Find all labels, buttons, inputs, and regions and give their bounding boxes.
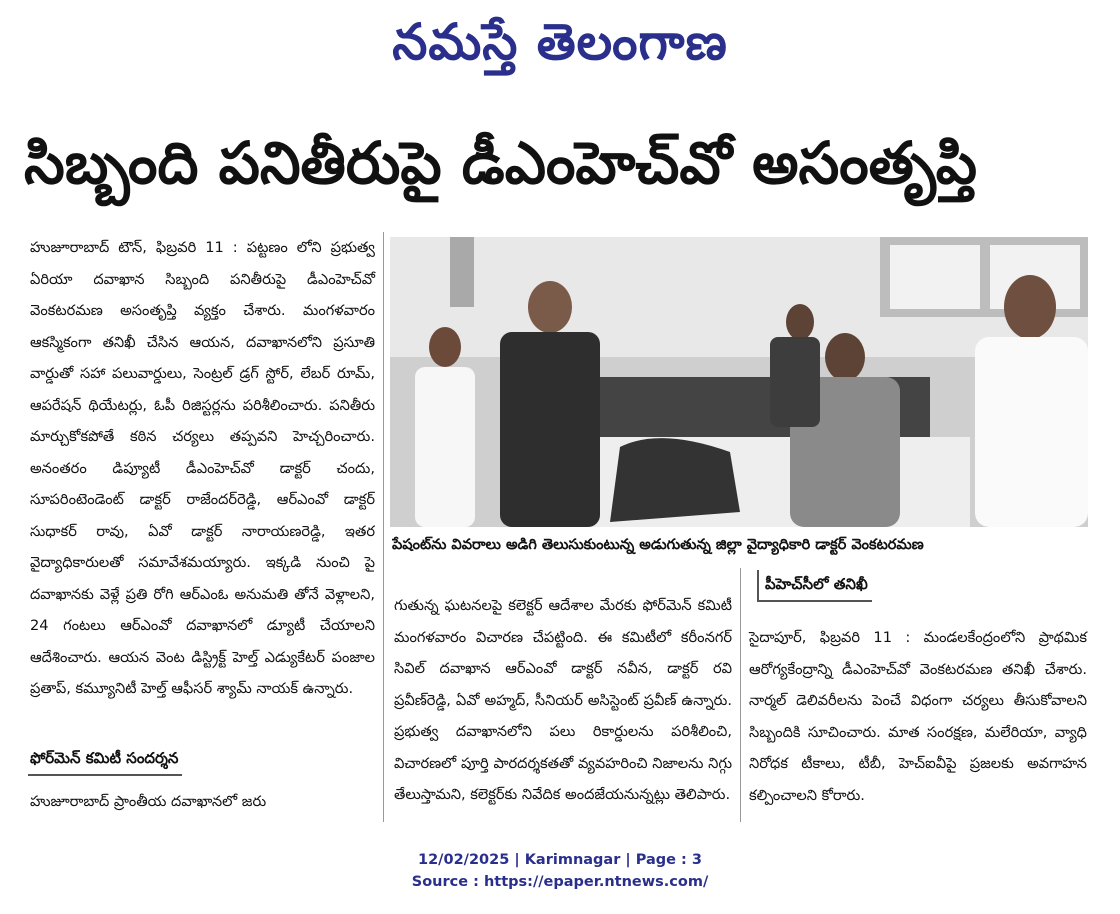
newspaper-masthead: నమస్తే తెలంగాణ [392, 12, 728, 71]
subhead-text: ఫోర్‌మెన్ కమిటీ సందర్శన [28, 744, 182, 776]
article-headline: సిబ్బంది పనితీరుపై డీఎంహెచ్‌వో అసంతృప్తి [24, 129, 978, 197]
subhead-phc-inspection: పీహెచ్‌సీలో తనిఖీ [757, 570, 872, 602]
column-divider [383, 232, 384, 822]
subhead-foremen-committee [28, 744, 182, 776]
hospital-ward-photo [390, 237, 1088, 527]
article-lead-paragraph: హుజూరాబాద్ టౌన్, ఫిబ్రవరి 11 : పట్టణం లోని ప్రభుత్వ ఏరియా దవాఖాన సిబ్బంది పనితీరుపై డీఎంహెచ్‌వో వెంకటరమణ అసంతృప్తి వ్యక్తం చేశారు. మంగళవారం ఆకస్మికంగా తనిఖీ చేసిన ఆయన, దవాఖానలోని ప్రసూతి వార్డుతో సహా పలువార్డులు, సెంట్రల్ డ్రగ్ స్టోర్, లేబర్ రూమ్, ఆపరేషన్ థియేటర్లు, ఓపీ రిజిస్టర్లను పరిశీలించారు. పనితీరు మార్చుకోకపోతే కఠిన చర్యలు తప్పవని హెచ్చరించారు. అనంతరం డిప్యూటీ డీఎంహెచ్‌వో డాక్టర్ చందు, సూపరింటెండెంట్ డాక్టర్ రాజేందర్‌రెడ్డి, ఆర్‌ఎంవో డాక్టర్ సుధాకర్ రావు, ఏవో డాక్టర్ నారాయణరెడ్డి, ఇతర వైద్యాధికారులతో సమావేశమయ్యారు. ఇక్కడి నుంచి పై దవాఖానకు వెళ్లే ప్రతి రోగి ఆర్‌ఎంఓ అనుమతి తోనే వెళ్లాలని, 24 గంటలు ఆర్‌ఎంవో దవాఖానలో డ్యూటీ చేయాలని ఆదేశించారు. ఆయన వెంట డిస్ట్రిక్ట్ హెల్త్ ఎడ్యుకేటర్ పంజాల ప్రతాప్, కమ్యూనిటీ హెల్త్ ఆఫీసర్ శ్యామ్ నాయక్ ఉన్నారు. [30, 239, 375, 697]
news-photo [390, 237, 1088, 527]
column-divider [740, 568, 741, 822]
paragraph-saidapur: సైదాపూర్, ఫిబ్రవరి 11 : మండలకేంద్రంలోని ప్రాథమిక ఆరోగ్యకేంద్రాన్ని డీఎంహెచ్‌వో వెంకటరమణ తనిఖీ చేశారు. నార్మల్ డెలివరీలను పెంచే విధంగా చర్యలు తీసుకోవాలని సిబ్బందికి సూచించారు. మాత సంరక్షణ, మలేరియా, వ్యాధి నిరోధక టీకాలు, టీబీ, హెచ్‌ఐవీపై ప్రజలకు అవగాహన కల్పించాలని కోరారు. [749, 629, 1087, 804]
footer-source: Source : https://epaper.ntnews.com/ [411, 874, 709, 890]
article-column-1 [30, 232, 375, 705]
paragraph-start: హుజూరాబాద్ ప్రాంతీయ దవాఖానలో జరు [30, 793, 267, 810]
photo-caption: పేషంట్‌ను వివరాలు అడిగి తెలుసుకుంటున్న అడుగుతున్న జిల్లా వైద్యాధికారి డాక్టర్ వెంకటరమణ [392, 537, 924, 553]
article-column-1-bottom [30, 786, 375, 818]
article-column-2 [394, 590, 732, 811]
paragraph-continued: గుతున్న ఘటనలపై కలెక్టర్ ఆదేశాల మేరకు ఫోర్‌మెన్ కమిటీ మంగళవారం విచారణ చేపట్టింది. ఈ కమిటీలో కరీంనగర్ సివిల్ దవాఖాన ఆర్‌ఎంవో డాక్టర్ నవీన, డాక్టర్ రవి ప్రవీణ్‌రెడ్డి, ఏవో అహ్మద్, సీనియర్ అసిస్టెంట్ ప్రవీణ్ ఉన్నారు. ప్రభుత్వ దవాఖానలోని పలు రికార్డులను పరిశీలించి, విచారణలో పూర్తి పారదర్శకతతో వ్యవహరించి నిజాలను నిగ్గు తేలుస్తామని, కలెక్టర్‌కు నివేదిక అందజేయనున్నట్లు తెలిపారు. [394, 597, 732, 803]
article-column-3 [749, 622, 1087, 811]
footer-edition-info: 12/02/2025 | Karimnagar | Page : 3 [418, 852, 702, 868]
